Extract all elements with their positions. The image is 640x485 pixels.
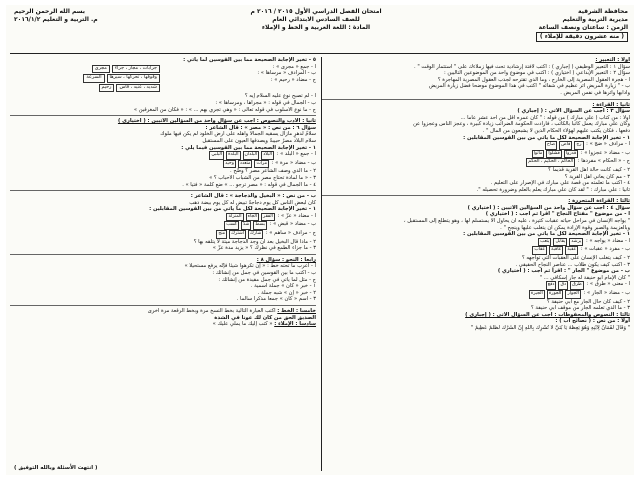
text-line: " يواجه الإنسان في مراحل حياته عقبات كثيرة ، عليه أن يحاول ألا يستسلم لها ، وهو يتطلع إلى المستقبل ، — [403, 218, 630, 225]
text-line: أولاً : من كتاب ( علي مبارك ) من قوله : " كان عمره أقل من أحد عشر عاماً ... — [460, 114, 630, 121]
divider-line — [10, 115, 316, 116]
poem-line: سلام البلاد مصرُ حبيبةٌ ويصدقها العيون على المستقبل — [202, 137, 316, 144]
text-line: " كان الإمام أبو حنيفة له جار إسكافي ... " — [539, 274, 630, 281]
text-line: سؤال ٦ : من نص : « مصر » : قال الشاعر : — [205, 124, 316, 131]
section-literature-title: ثانياً : الأدب والنصوص : أجب عن سؤال واحد من السؤالين الآتيين : ( اختياري ) — [117, 118, 316, 125]
exam-grade: للصف السادس الابتدائي العام — [272, 16, 360, 23]
choice-questions — [166, 64, 316, 94]
choice-item: ب - مضاد « الجار » : الجوارالجورةالجيرة — [322, 290, 630, 299]
header-rule — [10, 53, 630, 54]
text-line: ١ - تخير الإجابة الصحيحة لكل ما يأتي من بين القوسين المقابلين : — [463, 134, 630, 141]
calligraphy-quote: الصديق الحق من كان لك عوناً في الشدة — [214, 314, 316, 321]
divider-line — [10, 305, 316, 306]
choice-item: أ - مضاد « يواجه » : يرشديقابليتعب — [322, 238, 630, 247]
choice-item: ب - مضاد « عجزوا » : قدروافشلواماتوا — [322, 150, 630, 159]
directorate: مديرية التربية والتعليم — [562, 16, 628, 23]
text-line: سؤال ٢ : التعبير الإبداعي ( اختياري ) : اكتب في موضوع واحد من الموضوعين التاليين : — [444, 70, 630, 77]
section-free-reading-title: ثالثاً : القراءة المتحررة : — [568, 198, 630, 205]
header-left — [14, 8, 98, 24]
text-line: ب - المرادف « مرساها » : — [257, 70, 316, 77]
text-line: ثانياً : علي مبارك : " لقد كان علي مبارك يعلم بالعلم وضرورة تحصيله ". — [476, 186, 630, 193]
text-line: أ - أعرب ما تحته خط : « إن تكرهوا شيئاً فإنّه يرفع مستحيلًا » — [184, 263, 316, 270]
text-line: ب - الجمال في قوله : « مجراها ، ومرساها » : — [215, 99, 316, 106]
left-column — [10, 57, 316, 471]
text-line: ب - " زيارة المريض أثر عظيم في شفائه " اكتب في هذا الموضوع موضحاً فضل زيارة المريض — [429, 83, 630, 90]
question-intro: سؤال ٤ : اجب عن سؤال واحد من السؤالين الآتيين : ( اختياري ) — [467, 204, 630, 211]
choice-item: ب - مفرد « عقبات » : عقبةعاقبةعقاب — [322, 246, 630, 255]
poem-line: سلامٌ لدهرٍ مازال يسقيه الجمالا وأهلُه على أرض الخلود لم يكُن فيها ملوكُ — [160, 131, 316, 138]
text-line: أولاً : من نص : ( نصائح أب ) : — [555, 318, 630, 325]
dictation-line: سادساً : الإملاء : « كتب إليك ما يملي عليك » — [212, 321, 316, 328]
divider-line — [322, 99, 630, 100]
text-line: أ - لم تصبح نوع عليه السلام إيه ؟ — [244, 93, 316, 100]
text-line: وبالعزيمة والصبر وقوة الإرادة يمكن أن يتغلب عليها وينجح " . — [500, 224, 630, 231]
text-line: سؤال ١ : التعبير الوظيفي ( إجباري ) : اكتب لافتة إرشادية تحث فيها زملاءك على " استثمار الوقت " . — [414, 63, 630, 70]
exam-subject: المادة : اللغة العربية و الخط و الإملاء — [261, 24, 371, 31]
text-line: ب - من نص : « البخيل والدجاجة » : قال الشاعر : — [190, 193, 316, 200]
exam-title: امتحان الفصل الدراسي الأول ٢٠١٥ / ٢٠١٦ م — [250, 8, 382, 15]
text-line: ج - مثل لما يأتي في جمل مفيدة من إنشائك : — [218, 276, 316, 283]
text-line: ج - مضاد « رحيم » : — [270, 76, 316, 83]
text-line: ١ - تخير الإجابة الصحيحة لكل ما يأتي من بين القوسين المقابلين : — [149, 206, 316, 213]
exam-header — [6, 5, 634, 47]
text-line: ب - من موضوع " الجار " : اقرأ ثم أجب : ( اختياري ) — [497, 268, 630, 275]
text-line: ٣ - ما الذي تعلمه الجار من موقف أبي حنيفة ؟ — [531, 305, 630, 312]
text-line: ١ - تخير الإجابة الصحيحة مما بين القوسين فيما يلي : — [181, 144, 316, 151]
text-line: ١ - خبر « كان » جملة اسمية . — [250, 283, 316, 290]
choice-item: ج - مرادف « ساهم » : شاركاشتركمنح — [10, 230, 316, 239]
divider-line — [10, 190, 316, 191]
governorate: محافظة الشرقية — [578, 8, 628, 15]
box-row: جرابات ، مجار ، جراء مجرى — [10, 65, 160, 74]
text-line: ٣ - اكتب كيف يكون طلاب ... عناصر النجاح الحقيقي . — [515, 261, 630, 268]
choice-item: ب - مضاد « مرة » : مراتمتعددوحيد — [10, 160, 316, 169]
text-line: ٢ - كيف يتغلب الإنسان على العقبات التي تواجهه ؟ — [521, 255, 630, 262]
text-line: ٤ - اكتب ما تعلمته من قصة علي مبارك في الإصرار على التعليم . — [490, 180, 630, 187]
box-row: شديد ، عنيد ، قاس رحيم — [10, 84, 160, 93]
header-center — [196, 8, 436, 32]
question-title: ٥ - تخير الإجابة الصحيحة مما بين القوسين لما يأتي : — [183, 57, 316, 63]
right-column — [322, 57, 630, 471]
text-line: ٤ - ما الجمال في قوله : « مصر ترجو ... » ضع كلمة « فتيا » . — [182, 181, 316, 188]
choice-block — [10, 64, 316, 94]
text-line: ٢ - كيف كانت حالة أهل القرية قديماً ؟ — [548, 166, 630, 173]
header-right — [536, 8, 628, 42]
exam-date: م. التربية و التعليم ٢٠١٦/١/٢ — [14, 16, 98, 23]
exam-time: الزمن : ساعتان ونصف الساعة — [538, 24, 628, 31]
text-line: وكان علي مبارك يعمل كاتباً بالكاتب ، فأرادت الحكومة الضرائب زيادة كبيرة ، وعجز الناس وعجزوا عن — [413, 121, 630, 128]
dictation-time: ( منه عشرون دقيقة للإملاء ) — [536, 32, 628, 42]
choice-item: أ - مرادف « ضج » : رجفاضصاح — [322, 141, 630, 150]
text-line: أ - هجرة العقول المصرية إلى الخارج ، وما الذي تقترحه لجذب العقول المصرية المهاجرة ؟ — [437, 76, 630, 83]
text-line: ٣ - اسم « كان » جمعاً مذكراً سالماً . — [236, 296, 316, 303]
text-line: ٢ - خبر « إن » شبه جملة . — [257, 289, 316, 296]
text-line: أ - من موضوع " مفتاح النجاح " اقرأ ثم أجب : ( اختياري ) — [485, 211, 630, 218]
choice-item: أ - مضاد « عزّ » : الفقرالجاهالمنزلة — [10, 213, 316, 222]
text-line: ٣ - « ما لمادة تحتاج مصر من الشباب الأحباب ؟ » — [209, 174, 316, 181]
divider-line — [10, 254, 316, 255]
choice-item: ب - مضاد « قبض » : بسطشدّكسب — [10, 221, 316, 230]
choice-item: أ - معنى « طرق » : طرقدقدفع — [322, 281, 630, 290]
section-grammar-title: رابعاً : النحو : سؤال ٨ : — [256, 256, 316, 263]
text-line: ب - اكتب ما بين القوسين في جمل من إنشائك : — [212, 270, 316, 277]
poem-line: كان لبعض الناس كل يوم دجاجةٌ تبيض له كل يوم بيضة ذهب — [189, 199, 316, 206]
calligraphy-line: خامساً : الخط : اكتب العبارة التالية بخط النسخ مرة وبخط الرقعة مرة أخرى — [147, 308, 316, 314]
basmala: بسم الله الرحمن الرحيم — [14, 8, 86, 15]
text-line: ٣ - مم كان يعاني أهل القرية ؟ — [564, 173, 630, 180]
choice-item: أ - جمع « البلد » : البلادالبلدانالبلدةالبلبي — [10, 151, 316, 160]
divider-line — [322, 195, 630, 196]
text-line: " وَقَالَ لُقْمَانُ لِابْنِهِ وَهُوَ يَعِظُهُ يَا بُنَيَّ لَا تُشْرِكْ بِاللَّهِ إِنَّ الشِّرْكَ لَظُلْمٌ عَظِيمٌ " — [470, 324, 630, 331]
exam-footer: ( انتهت الأسئلة وبالله التوفيق ) — [14, 465, 98, 472]
text-line: ٢ - ما الذي وصف الشاعر مصر ؟ وضّح . — [230, 168, 316, 175]
text-line: وأدابها وأثرها في نفس المريض . — [560, 89, 630, 96]
question-intro: سؤال ٣ : أجب عن السؤال الآتي : ( إجباري ) — [517, 108, 630, 115]
choice-boxes — [10, 64, 160, 94]
text-line: ٢ - ماذا قال البخيل بعد أن وجد الدجاجة ميتة لا يتلقه بها ؟ — [193, 238, 316, 245]
text-line: ١ - تخير الإجابة الصحيحة لكل ما يأتي من بين القوسين المقابلين : — [463, 231, 630, 238]
text-line: ج - « الحكام » مفردها : الحاكم ، الحكيم ، الحكم — [322, 158, 630, 167]
box-row: وقوفها ، تحركها ، سيرها السرعة — [10, 74, 160, 83]
section-texts-title: ثالثاً : النصوص والمحفوظات : أجب عن السؤال الآتي : ( إجباري ) — [465, 311, 630, 318]
section-expression-title: أولاً : التعبير : — [595, 57, 630, 63]
section-reading-title: ثانياً : القراءة : — [592, 101, 630, 108]
text-line: ج - ما نوع الأسلوب في قوله تعالى : « وهي تجري بهم ... » : « فكان من المغرقين » — [133, 106, 316, 113]
text-line: ٣ - ما جزاء الطمع في نظرك ؟ « يزيد مدة عزّ » — [212, 245, 316, 252]
text-line: دفعها ، فكان يكتب عليهم لهؤلاء الحكام الذين لا يشبعون من المال " . — [482, 127, 630, 134]
text-line: أ - جمع « مجرى » : — [272, 63, 316, 70]
text-line: ٢ - كيف كان حال الجار مع أبي حنيفة ؟ — [546, 298, 630, 305]
exam-page — [6, 5, 634, 475]
